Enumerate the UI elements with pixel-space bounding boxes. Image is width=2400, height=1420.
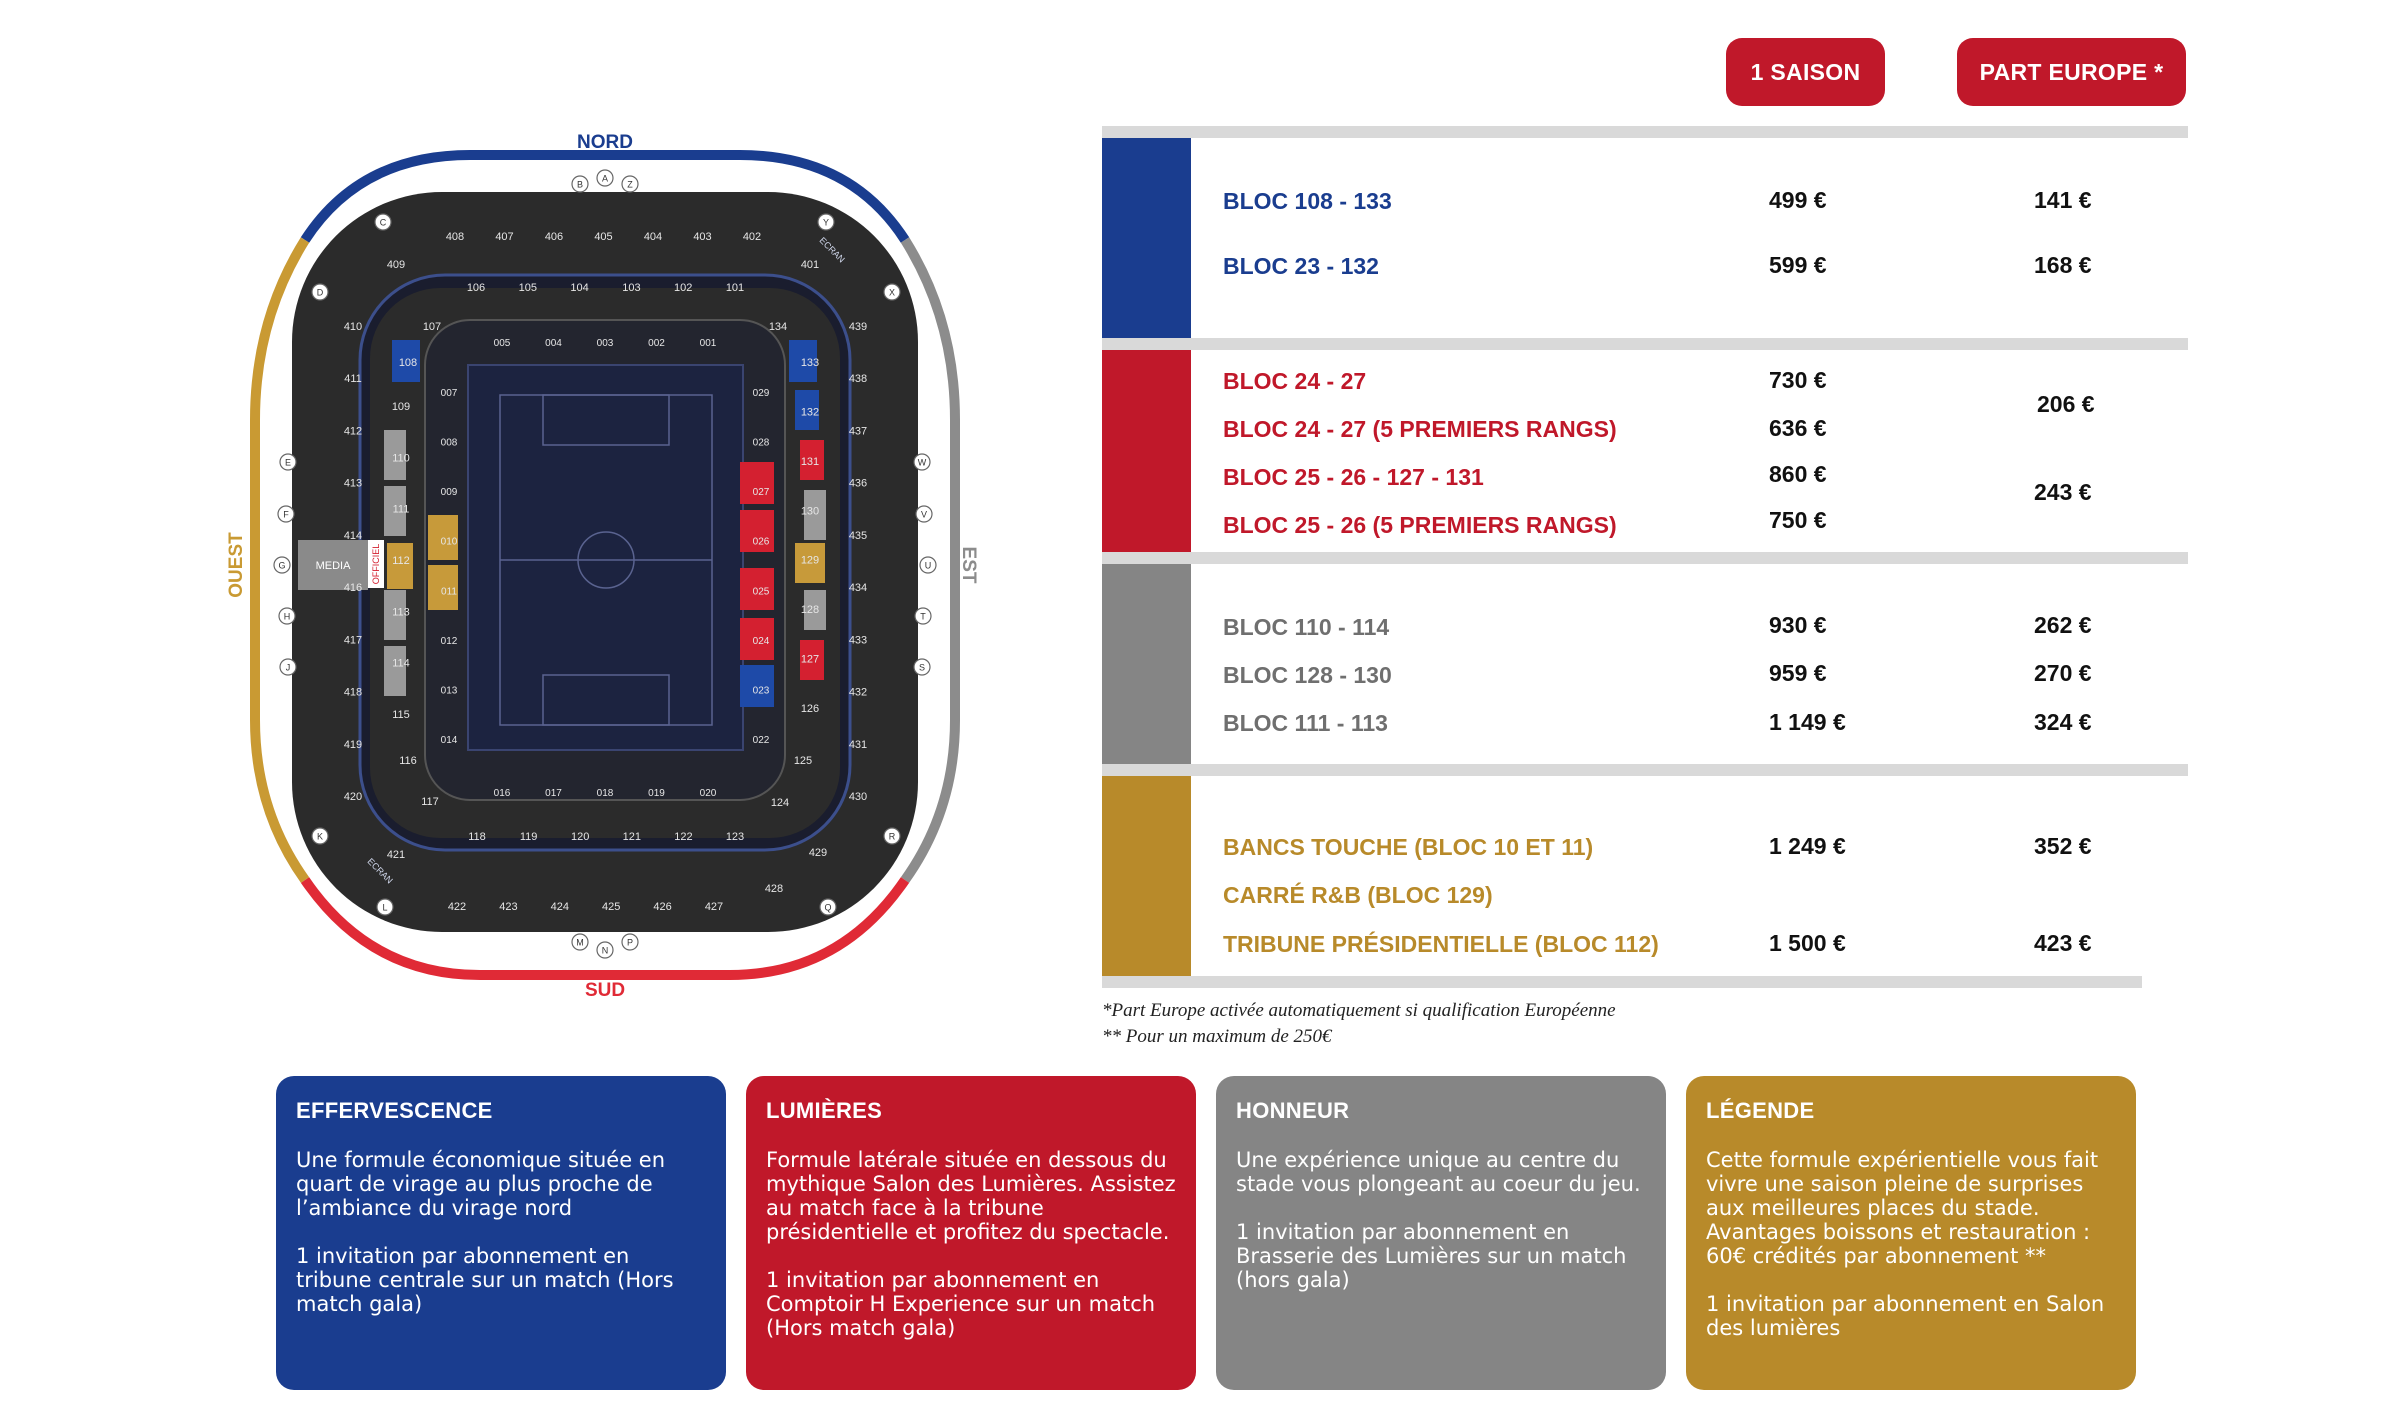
group-effervescence — [1102, 138, 2188, 338]
card-description: Une expérience unique au centre du stade vous plongeant au coeur du jeu. — [1236, 1148, 1641, 1196]
gate-label: T — [920, 611, 926, 622]
section-label: 002 — [648, 338, 665, 349]
section-label: 413 — [343, 477, 363, 490]
section-label: 430 — [848, 791, 868, 803]
section-label: 109 — [391, 401, 411, 413]
section-label: 105 — [518, 282, 537, 294]
section-label: 432 — [848, 686, 868, 699]
section-label: 011 — [441, 586, 457, 598]
row-label: CARRÉ R&B (BLOC 129) — [1223, 882, 1493, 908]
section-label: 115 — [392, 709, 410, 721]
gate-label: B — [576, 179, 584, 190]
group-color-bar — [1102, 776, 1191, 976]
section-label: 014 — [440, 735, 458, 746]
section-label: 119 — [519, 831, 538, 843]
section-label: 406 — [544, 231, 564, 243]
section-label: 004 — [545, 338, 562, 349]
section-label: 438 — [848, 373, 868, 386]
section-label: 436 — [848, 477, 868, 490]
price-saison: 959 € — [1769, 660, 1827, 686]
section-label: 410 — [343, 321, 363, 333]
section-label: 113 — [392, 606, 410, 619]
section-label: 431 — [848, 738, 868, 751]
section-label: 434 — [848, 582, 868, 595]
section-label: 422 — [447, 901, 467, 913]
section-label: 003 — [596, 338, 614, 349]
gate-label: M — [576, 937, 584, 948]
compass-south: SUD — [584, 980, 626, 1000]
section-label: 102 — [674, 282, 693, 294]
group-color-bar — [1102, 350, 1191, 552]
section-label: 132 — [800, 406, 820, 419]
card-honneur — [1216, 1076, 1666, 1390]
section-label: 016 — [493, 788, 511, 799]
section-label: 418 — [343, 686, 363, 699]
section-label: 001 — [699, 338, 717, 349]
gate-label: D — [316, 287, 324, 298]
gate-label: Q — [824, 902, 832, 913]
stadium-map — [0, 0, 1080, 1000]
gate-label: S — [918, 662, 926, 673]
footnote-part-europe: *Part Europe activée automatiquement si qualification Européenne — [1102, 1000, 1616, 1021]
section-label: 439 — [848, 321, 868, 333]
gate-label: H — [283, 611, 291, 622]
section-label: 127 — [800, 653, 820, 666]
price-saison: 599 € — [1769, 252, 1827, 278]
block-114 — [384, 646, 406, 696]
price-saison: 1 149 € — [1769, 709, 1846, 735]
row-label: BANCS TOUCHE (BLOC 10 ET 11) — [1223, 834, 1594, 860]
card-legende — [1686, 1076, 2136, 1390]
section-label: 407 — [495, 231, 514, 243]
section-label: 421 — [386, 849, 406, 861]
section-label: 026 — [752, 536, 770, 548]
table-separator — [1102, 764, 2188, 776]
section-label: 114 — [392, 657, 410, 670]
section-label: 101 — [725, 282, 745, 294]
section-label: 402 — [742, 231, 762, 243]
section-label: 008 — [440, 437, 458, 449]
section-label: 126 — [800, 703, 820, 715]
compass-east: EST — [958, 546, 979, 584]
table-separator — [1102, 552, 2188, 564]
gate-label: X — [888, 287, 896, 298]
section-label: 007 — [440, 388, 458, 399]
gate-label: Y — [822, 217, 830, 228]
section-label: 409 — [386, 259, 406, 271]
section-label: 125 — [793, 755, 813, 767]
price-saison: 1 249 € — [1769, 833, 1846, 859]
section-label: 403 — [693, 231, 712, 243]
gate-label: W — [917, 457, 927, 468]
gate-label: U — [924, 560, 932, 571]
officer-label: OFFICIEL — [371, 543, 381, 585]
section-label: 103 — [622, 282, 641, 294]
section-label: 025 — [752, 586, 770, 598]
table-separator — [1102, 338, 2188, 350]
price-europe: 141 € — [2034, 187, 2092, 213]
section-label: 120 — [571, 831, 590, 843]
table-separator — [1102, 976, 2142, 988]
section-label: 024 — [752, 635, 770, 647]
section-label: 019 — [648, 788, 665, 799]
card-effervescence — [276, 1076, 726, 1390]
price-saison: 730 € — [1769, 367, 1827, 393]
section-label: 107 — [422, 321, 442, 333]
price-saison: 750 € — [1769, 507, 1827, 533]
section-label: 428 — [764, 883, 784, 895]
price-europe: 352 € — [2034, 833, 2092, 859]
compass-west: OUEST — [226, 532, 247, 598]
section-label: 435 — [848, 529, 868, 542]
section-label: 124 — [770, 797, 790, 809]
card-benefit: 1 invitation par abonnement en Comptoir H Experience sur un match (Hors match gala) — [766, 1268, 1156, 1340]
price-saison: 636 € — [1769, 415, 1827, 441]
section-label: 129 — [800, 554, 820, 567]
section-label: 010 — [440, 536, 458, 548]
section-label: 419 — [343, 738, 363, 751]
row-label: BLOC 24 - 27 (5 PREMIERS RANGS) — [1223, 416, 1617, 442]
gate-label: K — [316, 831, 324, 842]
row-label: BLOC 108 - 133 — [1223, 188, 1392, 214]
section-label: 429 — [808, 847, 828, 859]
gate-label: V — [920, 509, 928, 520]
section-label: 425 — [602, 901, 621, 913]
section-label: 110 — [392, 452, 410, 465]
price-europe: 262 € — [2034, 612, 2092, 638]
gate-label: A — [601, 173, 609, 184]
price-europe: 206 € — [2037, 391, 2095, 417]
section-label: 018 — [596, 788, 614, 799]
gate-label: E — [284, 457, 292, 468]
ecran-label-top: ECRAN — [817, 235, 847, 265]
section-label: 104 — [570, 282, 589, 294]
row-label: BLOC 110 - 114 — [1223, 614, 1390, 640]
group-color-bar — [1102, 564, 1191, 764]
media-label: MEDIA — [315, 560, 351, 572]
section-label: 013 — [440, 685, 458, 697]
row-label: BLOC 25 - 26 (5 PREMIERS RANGS) — [1223, 512, 1617, 538]
section-label: 029 — [752, 388, 770, 399]
section-label: 028 — [752, 437, 770, 449]
card-title: HONNEUR — [1236, 1098, 1350, 1123]
gate-label: N — [601, 945, 609, 956]
card-title: LÉGENDE — [1706, 1098, 1815, 1123]
section-label: 417 — [343, 634, 363, 647]
section-label: 106 — [466, 282, 486, 294]
section-label: 401 — [800, 259, 820, 271]
section-label: 020 — [699, 788, 717, 799]
card-lumieres — [746, 1076, 1196, 1390]
section-label: 416 — [343, 582, 363, 595]
card-benefit: 1 invitation par abonnement en Salon des lumières — [1706, 1292, 2105, 1340]
section-label: 411 — [344, 373, 362, 386]
section-label: 116 — [399, 755, 417, 767]
row-label: BLOC 128 - 130 — [1223, 662, 1392, 688]
section-label: 412 — [343, 425, 363, 438]
row-label: BLOC 24 - 27 — [1223, 368, 1367, 394]
section-label: 122 — [674, 831, 693, 843]
price-europe: 168 € — [2034, 252, 2092, 278]
gate-label: L — [382, 902, 388, 913]
section-label: 009 — [440, 487, 458, 499]
section-label: 121 — [622, 831, 641, 843]
section-label: 111 — [392, 503, 410, 516]
section-label: 118 — [468, 831, 486, 843]
card-description: Cette formule expérientielle vous fait vivre une saison pleine de surprises aux meilleures places du stade. Avantages boissons et restauration : 60€ crédités par abonnement ** — [1706, 1148, 2099, 1268]
price-europe: 423 € — [2034, 930, 2092, 956]
gate-label: F — [283, 509, 289, 520]
section-label: 405 — [594, 231, 613, 243]
section-label: 012 — [440, 635, 458, 647]
section-label: 022 — [752, 735, 770, 746]
card-benefit: 1 invitation par abonnement en tribune centrale sur un match (Hors match gala) — [296, 1244, 674, 1316]
section-label: 023 — [752, 685, 770, 697]
group-color-bar — [1102, 138, 1191, 338]
compass-north: NORD — [577, 132, 633, 153]
section-label: 131 — [800, 455, 820, 468]
section-label: 005 — [493, 338, 511, 349]
column-header-part-europe: PART EUROPE * — [1957, 38, 2186, 106]
section-label: 426 — [653, 901, 672, 913]
section-label: 128 — [800, 604, 820, 617]
gate-label: R — [888, 831, 896, 842]
pitch — [468, 365, 743, 750]
card-description: Formule latérale située en dessous du mythique Salon des Lumières. Assistez au match face à la tribune présidentielle et profitez du spectacle. — [766, 1148, 1176, 1244]
gate-label: P — [626, 937, 634, 948]
section-label: 134 — [768, 321, 788, 333]
section-label: 133 — [800, 357, 820, 369]
section-label: 017 — [545, 788, 562, 799]
section-label: 437 — [848, 425, 868, 438]
row-label: TRIBUNE PRÉSIDENTIELLE (BLOC 112) — [1223, 931, 1659, 957]
row-label: BLOC 23 - 132 — [1223, 253, 1379, 279]
table-separator — [1102, 126, 2188, 138]
gate-label: Z — [627, 179, 633, 190]
card-title: EFFERVESCENCE — [296, 1098, 493, 1123]
price-europe: 243 € — [2034, 479, 2092, 505]
section-label: 404 — [643, 231, 663, 243]
section-label: 433 — [848, 634, 868, 647]
column-header-1-saison: 1 SAISON — [1726, 38, 1885, 106]
section-label: 123 — [725, 831, 745, 843]
section-label: 117 — [421, 796, 439, 808]
ecran-label-bottom: ECRAN — [365, 856, 395, 886]
footnote-maximum: ** Pour un maximum de 250€ — [1102, 1026, 1332, 1047]
card-benefit: 1 invitation par abonnement en Brasserie des Lumières sur un match (hors gala) — [1236, 1220, 1627, 1292]
price-saison: 499 € — [1769, 187, 1827, 213]
price-saison: 860 € — [1769, 461, 1827, 487]
section-label: 108 — [398, 357, 418, 369]
section-label: 130 — [800, 505, 820, 518]
gate-label: G — [278, 560, 286, 571]
section-label: 423 — [499, 901, 518, 913]
price-europe: 324 € — [2034, 709, 2092, 735]
section-label: 420 — [343, 791, 363, 803]
section-label: 112 — [392, 555, 410, 567]
section-label: 427 — [704, 901, 724, 913]
card-description: Une formule économique située en quart de virage au plus proche de l’ambiance du virage nord — [296, 1148, 666, 1220]
section-label: 414 — [343, 529, 363, 542]
row-label: BLOC 111 - 113 — [1223, 710, 1388, 736]
gate-label: J — [285, 662, 291, 673]
section-label: 027 — [752, 487, 770, 499]
row-label: BLOC 25 - 26 - 127 - 131 — [1223, 464, 1484, 490]
gate-label: C — [379, 217, 387, 228]
section-label: 408 — [445, 231, 465, 243]
price-europe: 270 € — [2034, 660, 2092, 686]
section-label: 424 — [550, 901, 569, 913]
price-saison: 1 500 € — [1769, 930, 1846, 956]
card-title: LUMIÈRES — [766, 1098, 883, 1123]
price-saison: 930 € — [1769, 612, 1827, 638]
